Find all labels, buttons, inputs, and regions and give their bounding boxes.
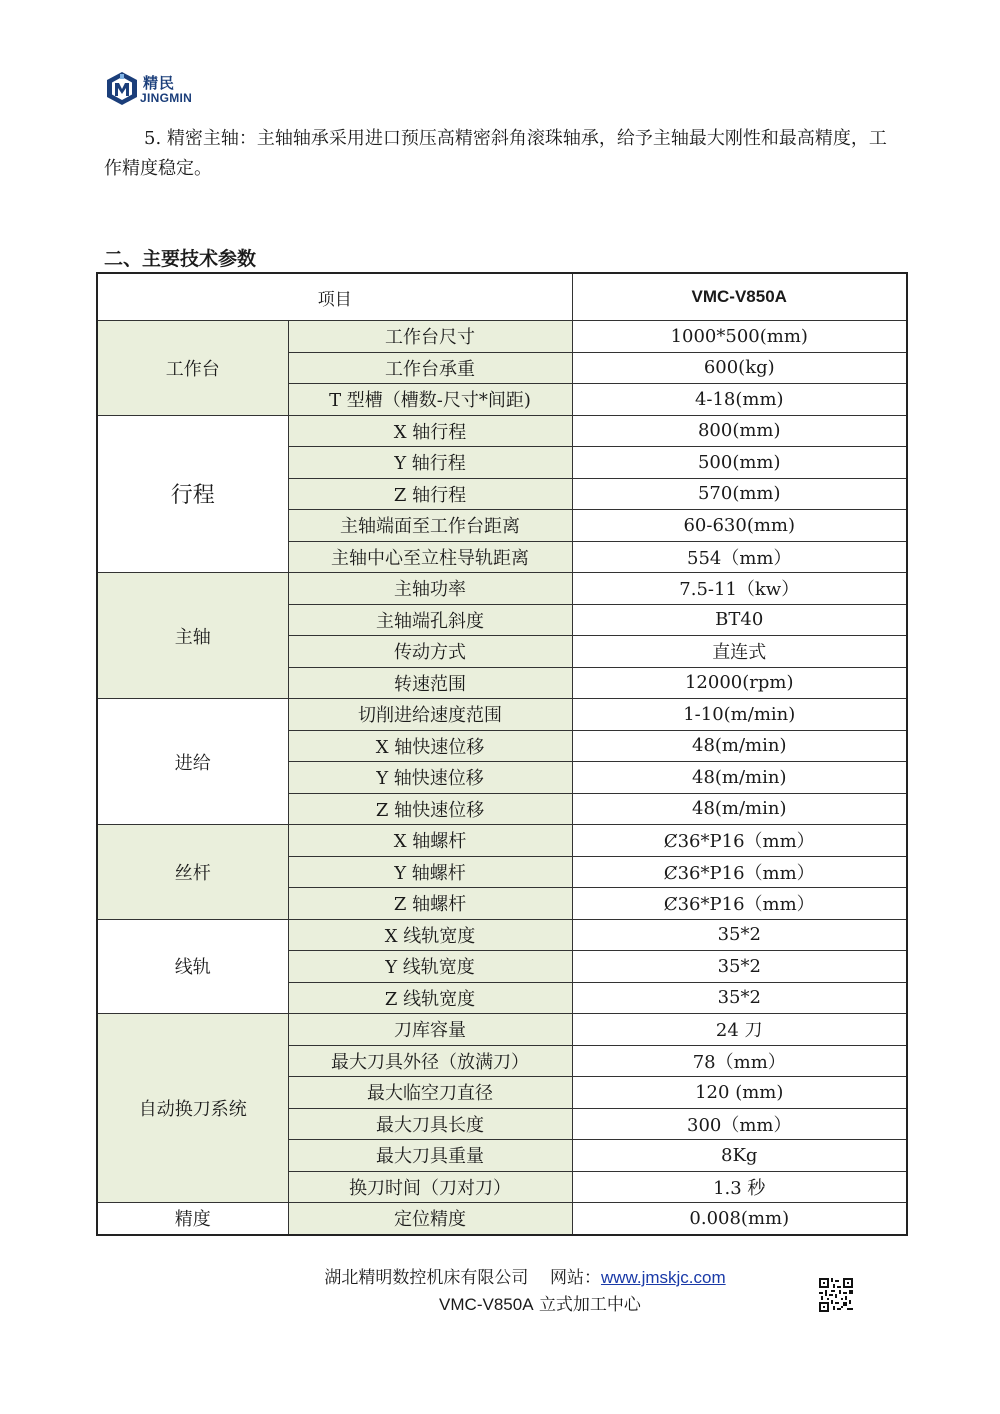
- value-cell: 0.008(mm): [572, 1203, 907, 1235]
- item-cell: Z 轴螺杆: [288, 888, 572, 920]
- value-cell: 1-10(m/min): [572, 699, 907, 731]
- value-cell: 35*2: [572, 919, 907, 951]
- table-row: [97, 415, 907, 447]
- table-row: [97, 321, 907, 353]
- value-cell: 1000*500(mm): [572, 321, 907, 353]
- item-cell: Z 轴快速位移: [288, 793, 572, 825]
- category-cell: 进给: [97, 699, 288, 825]
- category-cell: 自动换刀系统: [97, 1014, 288, 1203]
- item-cell: 换刀时间（刀对刀）: [288, 1171, 572, 1203]
- value-cell: Ȼ36*P16（mm）: [572, 888, 907, 920]
- value-cell: 600(kg): [572, 352, 907, 384]
- table-row: [97, 919, 907, 951]
- item-cell: 定位精度: [288, 1203, 572, 1235]
- value-cell: 78（mm）: [572, 1045, 907, 1077]
- footer-model: VMC-V850A: [439, 1295, 534, 1314]
- table-row: [97, 573, 907, 605]
- item-cell: Z 轴行程: [288, 478, 572, 510]
- value-cell: 24 刀: [572, 1014, 907, 1046]
- table-row: [97, 1203, 907, 1235]
- footer-website-label: 网站：: [549, 1268, 601, 1288]
- item-cell: 工作台承重: [288, 352, 572, 384]
- footer-company-line: [25, 1263, 1000, 1288]
- item-cell: Y 轴快速位移: [288, 762, 572, 794]
- table-row: [97, 825, 907, 857]
- footer-product: 立式加工中心: [538, 1295, 641, 1315]
- value-cell: 35*2: [572, 951, 907, 983]
- item-cell: T 型槽（槽数-尺寸*间距): [288, 384, 572, 416]
- category-cell: 主轴: [97, 573, 288, 699]
- table-row: [97, 1014, 907, 1046]
- value-cell: 48(m/min): [572, 762, 907, 794]
- value-cell: 1.3 秒: [572, 1171, 907, 1203]
- intro-paragraph: 5. 精密主轴：主轴轴承采用进口预压高精密斜角滚珠轴承，给予主轴最大刚性和最高精度，工作精度稳定。: [104, 128, 887, 179]
- item-cell: 最大刀具重量: [288, 1140, 572, 1172]
- item-cell: Y 轴行程: [288, 447, 572, 479]
- value-cell: 300（mm）: [572, 1108, 907, 1140]
- category-cell: 工作台: [97, 321, 288, 416]
- item-cell: 主轴中心至立柱导轨距离: [288, 541, 572, 573]
- value-cell: BT40: [572, 604, 907, 636]
- value-cell: 7.5-11（kw）: [572, 573, 907, 605]
- value-cell: 35*2: [572, 982, 907, 1014]
- item-cell: 刀库容量: [288, 1014, 572, 1046]
- footer-website-link[interactable]: www.jmskjc.com: [600, 1268, 726, 1287]
- value-cell: 48(m/min): [572, 793, 907, 825]
- item-cell: 主轴端孔斜度: [288, 604, 572, 636]
- item-cell: Y 线轨宽度: [288, 951, 572, 983]
- value-cell: 500(mm): [572, 447, 907, 479]
- value-cell: Ȼ36*P16（mm）: [572, 825, 907, 857]
- header-model: VMC-V850A: [572, 273, 907, 321]
- spec-table-body: [97, 321, 907, 1235]
- logo-english-name: JINGMIN: [140, 91, 193, 105]
- category-cell: 行程: [97, 415, 288, 573]
- company-logo: [104, 70, 214, 106]
- item-cell: X 轴行程: [288, 415, 572, 447]
- item-cell: 主轴功率: [288, 573, 572, 605]
- footer-product-line: [40, 1290, 1000, 1315]
- value-cell: Ȼ36*P16（mm）: [572, 856, 907, 888]
- header-item: 项目: [97, 273, 572, 321]
- value-cell: 12000(rpm): [572, 667, 907, 699]
- item-cell: X 轴螺杆: [288, 825, 572, 857]
- item-cell: X 轴快速位移: [288, 730, 572, 762]
- value-cell: 8Kg: [572, 1140, 907, 1172]
- item-cell: 最大临空刀直径: [288, 1077, 572, 1109]
- value-cell: 48(m/min): [572, 730, 907, 762]
- footer-company: 湖北精明数控机床有限公司: [324, 1268, 529, 1288]
- item-cell: 传动方式: [288, 636, 572, 668]
- item-cell: 最大刀具长度: [288, 1108, 572, 1140]
- logo-chinese-name: 精民: [143, 74, 176, 92]
- value-cell: 直连式: [572, 636, 907, 668]
- category-cell: 精度: [97, 1203, 288, 1235]
- value-cell: 800(mm): [572, 415, 907, 447]
- item-cell: 最大刀具外径（放满刀）: [288, 1045, 572, 1077]
- item-cell: 工作台尺寸: [288, 321, 572, 353]
- jingmin-logo-icon: [104, 70, 140, 106]
- spec-table: [96, 272, 908, 1236]
- table-header-row: [97, 273, 907, 321]
- item-cell: 转速范围: [288, 667, 572, 699]
- item-cell: Y 轴螺杆: [288, 856, 572, 888]
- item-cell: 主轴端面至工作台距离: [288, 510, 572, 542]
- value-cell: 60-630(mm): [572, 510, 907, 542]
- value-cell: 4-18(mm): [572, 384, 907, 416]
- item-cell: X 线轨宽度: [288, 919, 572, 951]
- category-cell: 线轨: [97, 919, 288, 1014]
- item-cell: 切削进给速度范围: [288, 699, 572, 731]
- qr-code-icon: [819, 1278, 853, 1312]
- table-row: [97, 699, 907, 731]
- value-cell: 554（mm）: [572, 541, 907, 573]
- section-title: 二、主要技术参数: [104, 248, 257, 270]
- category-cell: 丝杆: [97, 825, 288, 920]
- value-cell: 120 (mm): [572, 1077, 907, 1109]
- value-cell: 570(mm): [572, 478, 907, 510]
- item-cell: Z 线轨宽度: [288, 982, 572, 1014]
